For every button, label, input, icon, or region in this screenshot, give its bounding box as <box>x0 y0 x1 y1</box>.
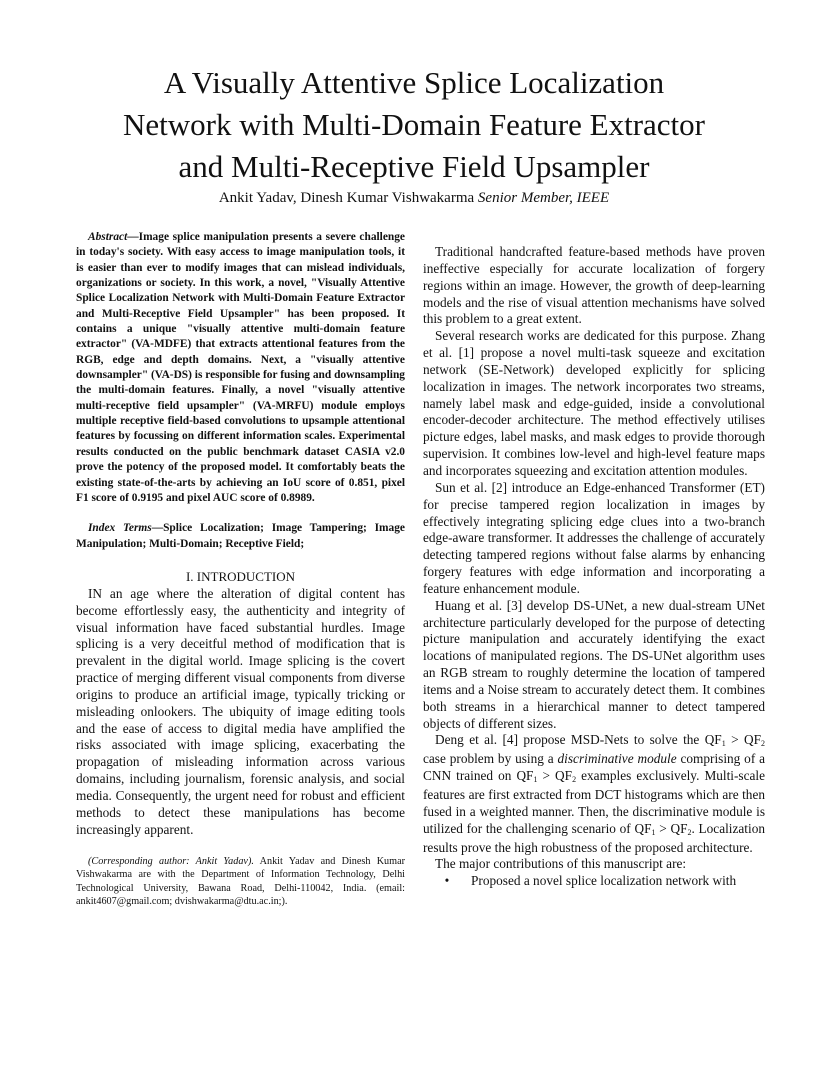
bullet-text: Proposed a novel splice localization network with <box>471 873 737 889</box>
deng-text-4: comprising of a CNN trained on QF <box>423 751 766 784</box>
index-terms <box>76 521 405 552</box>
left-column <box>76 230 405 909</box>
deng-emphasis: discriminative module <box>557 751 677 767</box>
deng-sub-5: 1 <box>651 827 656 837</box>
contributions-intro: The major contributions of this manuscript are: <box>435 856 687 872</box>
footnote-lead: (Corresponding author: Ankit Yadav). <box>88 855 254 867</box>
abstract-lead: Abstract <box>88 231 128 243</box>
right-column <box>423 244 765 890</box>
paper-title <box>60 62 768 188</box>
contribution-bullet <box>423 873 765 890</box>
deng-sub-1: 1 <box>721 739 726 749</box>
deng-sub-6: 2 <box>687 827 692 837</box>
title-line-2: Network with Multi-Domain Feature Extractor <box>123 107 705 142</box>
deng-text-1: Deng et al. [4] propose MSD-Nets to solve the QF <box>435 732 722 748</box>
deng-text-3: case problem by using a <box>423 751 558 767</box>
title-line-3: and Multi-Receptive Field Upsampler <box>178 149 650 184</box>
author-membership: Senior Member, IEEE <box>477 190 610 206</box>
title-line-1: A Visually Attentive Splice Localization <box>163 65 665 100</box>
deng-text-7: > QF <box>655 820 688 836</box>
section-heading-introduction: I. INTRODUCTION <box>185 568 296 584</box>
bullet-icon: • <box>444 873 450 889</box>
author-line <box>60 188 768 208</box>
paragraph-deng <box>423 732 765 856</box>
intro-paragraph: IN an age where the alteration of digital content has become effortlessly easy, the authenticity and integrity of visual information have faced substantial hurdles. Image splicing is a very deceitful method of modification that is prevalent in the digital world. Image splicing is the covert practice of merging different visual components from diverse origins to produce an artificial image, typically tricking or misleading onlookers. The ubiquity of image editing tools and the ease of access to digital media have amplified the risks associated with image splicing, exacerbating the propagation of misleading information across various domains, including journalism, forensic analysis, and social media. Consequently, the urgent need for robust and efficient methods to detect these manipulations has become increasingly apparent. <box>76 585 405 837</box>
paragraph-sun: Sun et al. [2] introduce an Edge-enhanced Transformer (ET) for precise tampered region localization in images by effectively integrating splicing edge clues into a two-branch edge-aware transformer. It addresses the challenge of accurately detecting tampered regions without false alarms by enhancing forgery features with edge information and incorporating a feature enhancement module. <box>423 479 765 596</box>
abstract <box>76 230 405 506</box>
deng-sub-2: 2 <box>760 739 765 749</box>
author-names: Ankit Yadav, Dinesh Kumar Vishwakarma <box>218 190 475 206</box>
index-terms-text: —Splice Localization; Image Tampering; Image Manipulation; Multi-Domain; Receptive Field; <box>76 522 405 550</box>
deng-sub-3: 1 <box>533 775 538 785</box>
paragraph-handcrafted: Traditional handcrafted feature-based methods have proven ineffective especially for accurate localization of forgery regions within an image. However, the growth of deep-learning models and the rise of visual attention mechanisms have solved this problem to a great extent. <box>423 244 765 327</box>
deng-text-2: > QF <box>725 732 761 748</box>
paragraph-huang: Huang et al. [3] develop DS-UNet, a new dual-stream UNet architecture particularly developed for the purpose of detecting picture manipulation and accurately identifying the exact locations of manipulated regions. The DS-UNet algorithm uses an RGB stream to roughly determine the location of tampered items and a Noise stream to accurately detect them. It combines both streams in a hierarchical manner to detect tampered objects of different sizes. <box>423 597 765 731</box>
paragraph-zhang: Several research works are dedicated for this purpose. Zhang et al. [1] propose a novel multi-task squeeze and excitation network (SE-Network) developed explicitly for splicing localization in images. The network incorporates two streams, namely label mask and edge-guided, inside a convolutional encoder-decoder architecture. The method effectively utilises picture edges, label masks, and mask edges to provide thorough supervision. It combines low-level and high-level feature maps and incorporates squeezing and excitation attention modules. <box>423 328 765 478</box>
footnote-text: Ankit Yadav and Dinesh Kumar Vishwakarma are with the Department of Information Technology, Delhi Technological University, Bawana Road, Delhi-110042, India. (email: ankit4607@gmail.com; dvishwakarma@dtu.ac.in;). <box>76 855 405 908</box>
deng-text-5: > QF <box>537 768 573 784</box>
deng-text-6: examples exclusively. Multi-scale features are first extracted from DCT histograms which are then fused in a weighted manner. Then, the discriminative module is utilized for the challenging scenario of QF <box>423 768 766 836</box>
deng-sub-4: 2 <box>572 775 577 785</box>
corresponding-author-footnote <box>76 855 405 909</box>
abstract-text: —Image splice manipulation presents a severe challenge in today's society. With easy access to image manipulation tools, it is easier than ever to modify images that can mislead individuals, organizations or society. In this work, a novel, "Visually Attentive Splice Localization Network with Multi-Domain Feature Extractor and Multi-Receptive Field Upsampler" has been proposed. It contains a unique "visually attentive multi-domain feature extractor" (VA-MDFE) that extracts attentional features from the RGB, edge and depth domains. Next, a "visually attentive downsampler" (VA-DS) is responsible for fusing and downsampling the multi-domain features. Finally, a novel "visually attentive multi-receptive field upsampler" (VA-MRFU) module employs multiple receptive field-based convolutions to upsample attentional features by focussing on different information scales. Experimental results conducted on the public benchmark dataset CASIA v2.0 prove the potency of the proposed model. It comfortably beats the existing state-of-the-arts by achieving an IoU score of 0.851, pixel F1 score of 0.9195 and pixel AUC score of 0.8989. <box>76 231 405 504</box>
deng-text-8: . Localization results prove the high robustness of the proposed architecture. <box>423 820 765 855</box>
index-terms-lead: Index Terms <box>88 522 152 535</box>
